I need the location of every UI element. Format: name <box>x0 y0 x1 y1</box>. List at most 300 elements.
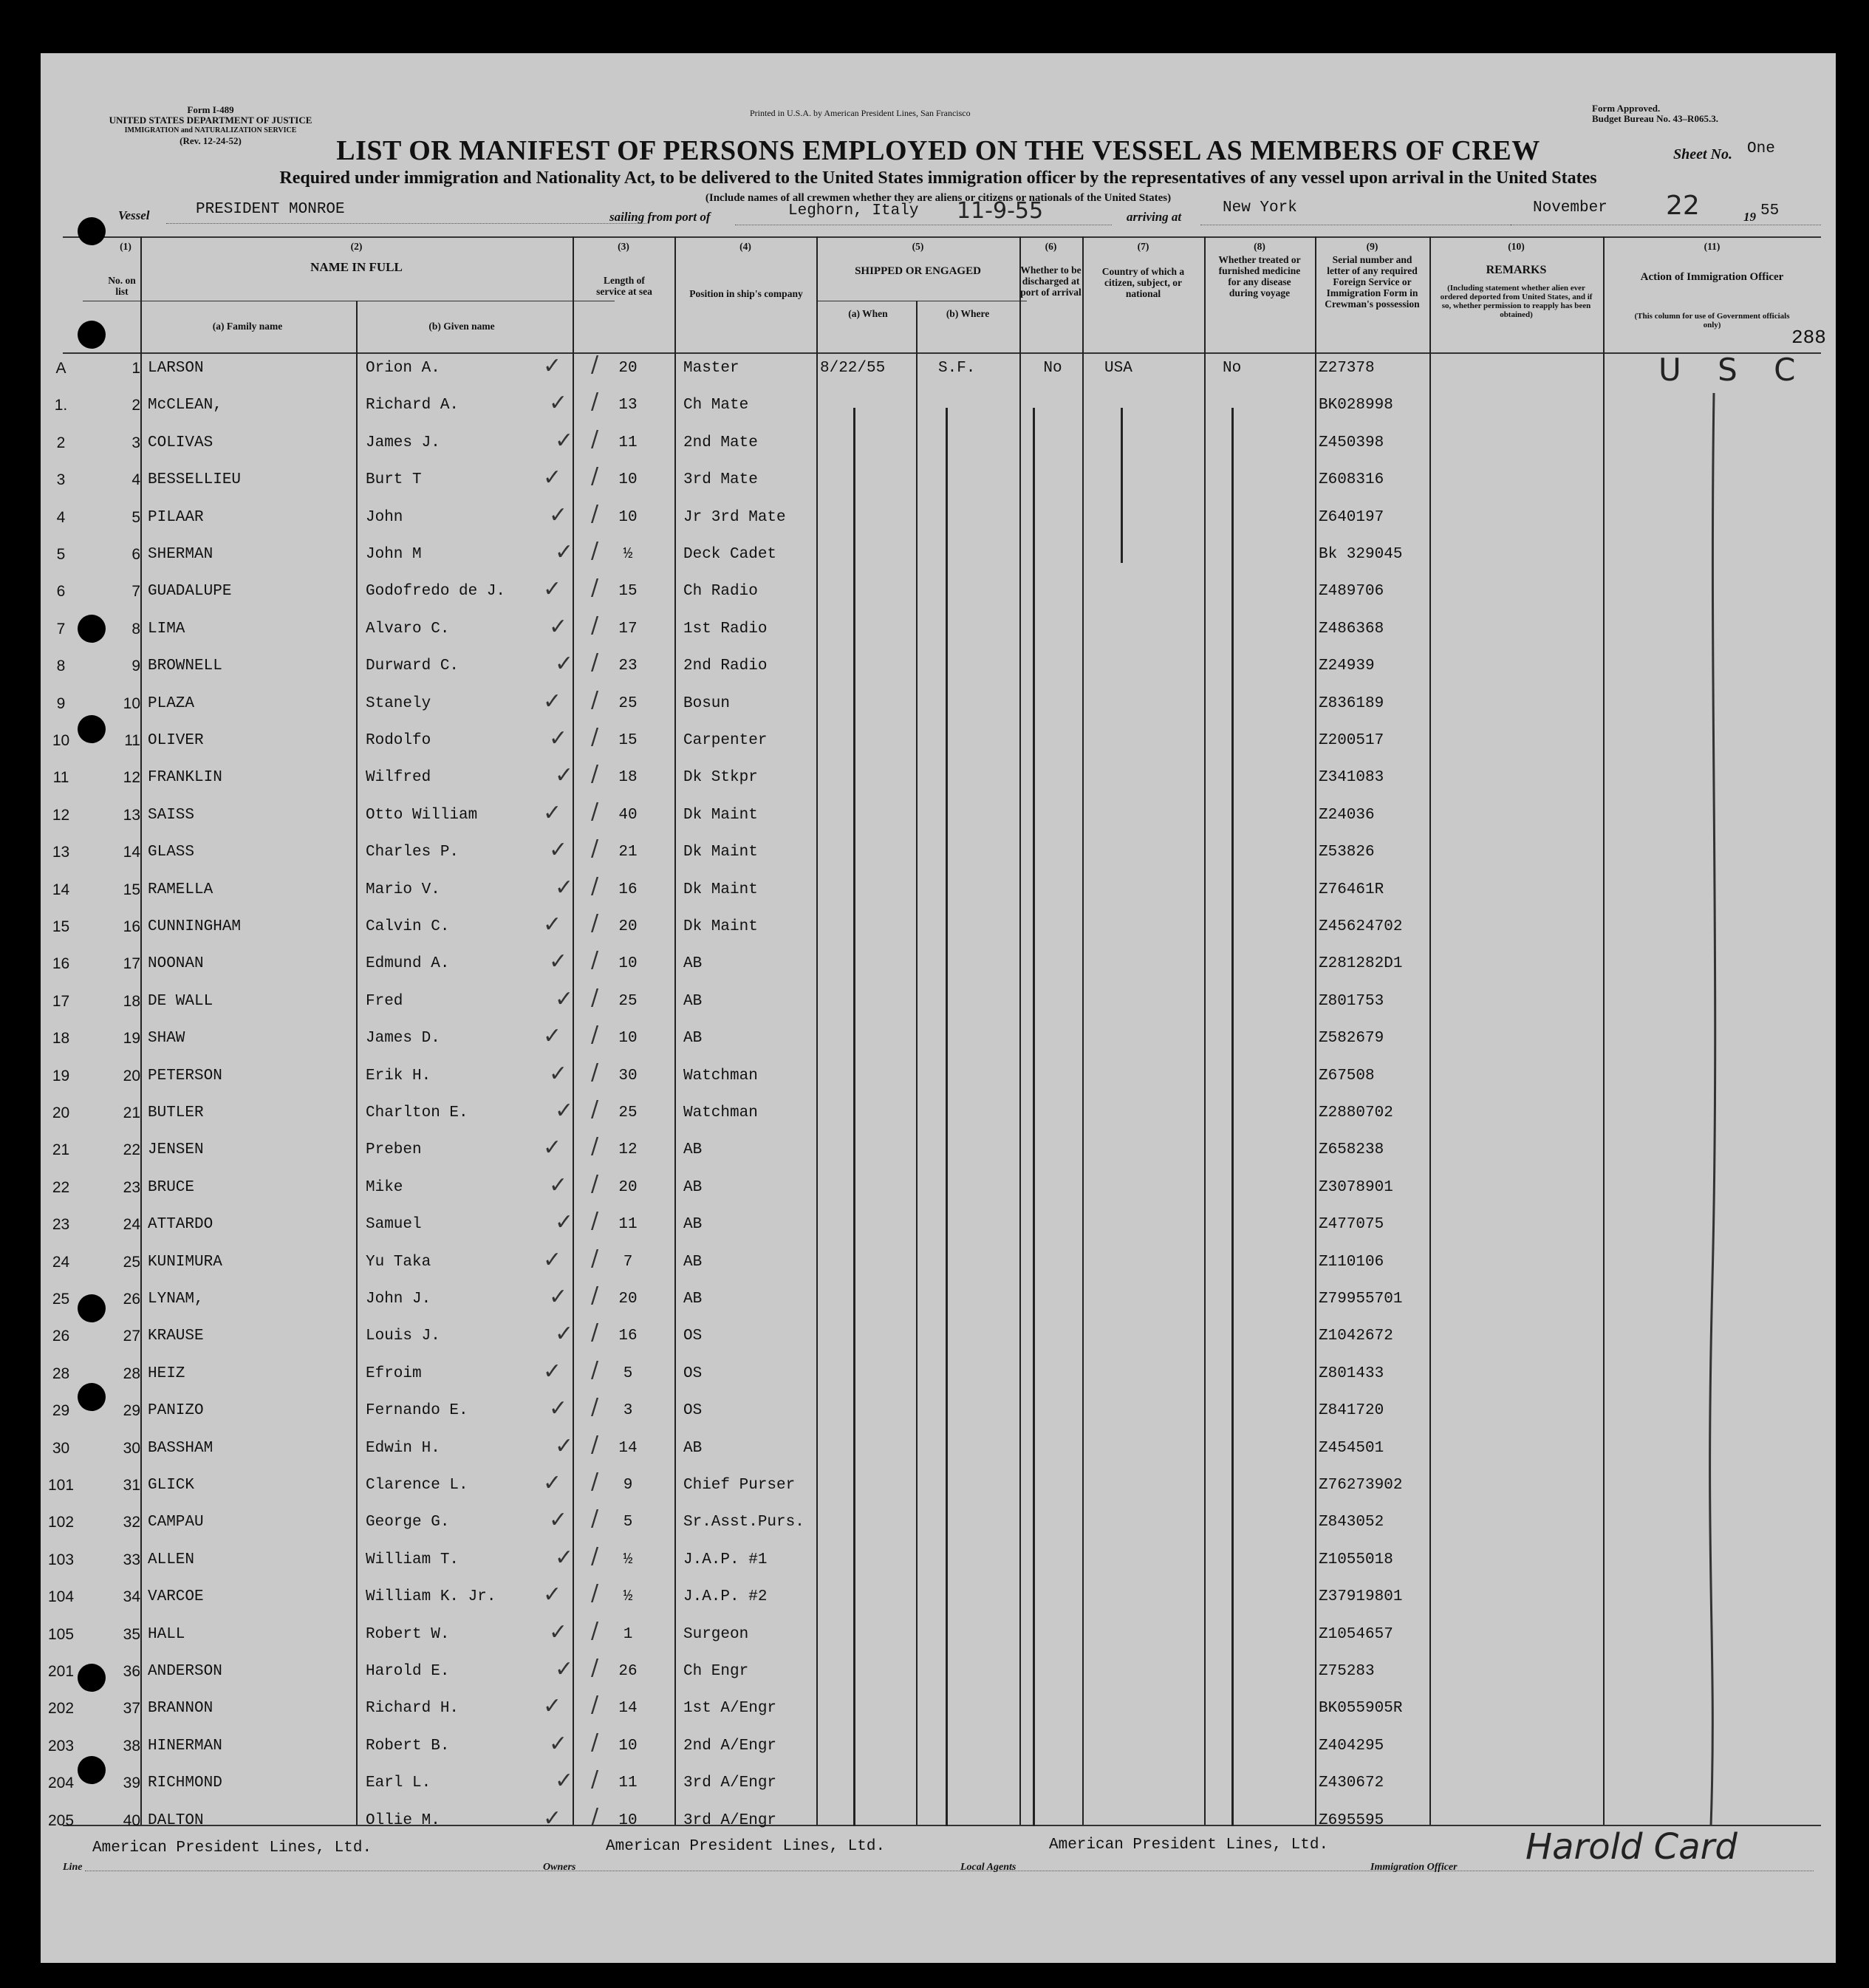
given-name: Durward C. <box>366 657 459 675</box>
family-name: LYNAM, <box>148 1291 204 1308</box>
position: Master <box>683 360 739 377</box>
col-11-number: (11) <box>1704 241 1721 252</box>
discharged: No <box>1043 360 1062 377</box>
check-mark-icon: ✓ <box>555 1209 574 1236</box>
punch-hole <box>78 1664 106 1692</box>
row-number: 7 <box>131 583 140 601</box>
serial-number: Z24939 <box>1319 657 1375 675</box>
row-number: 13 <box>123 806 140 824</box>
service-years: 25 <box>618 1104 638 1121</box>
family-name: PLAZA <box>148 694 195 712</box>
check-mark-icon: ✓ <box>549 613 568 640</box>
row-number: 11 <box>124 732 140 749</box>
table-row <box>41 1469 1836 1510</box>
row-margin-number: 12 <box>52 806 70 824</box>
check-mark-icon: ✓ <box>549 1396 568 1422</box>
row-number: 14 <box>123 844 140 861</box>
service-years: 3 <box>623 1402 633 1420</box>
serial-number: Z454501 <box>1319 1439 1384 1457</box>
footer-owners: American President Lines, Ltd. <box>606 1838 886 1855</box>
stamp-number: 288 <box>1791 327 1826 349</box>
table-row <box>41 872 1836 915</box>
given-name: Godofredo de J. <box>366 583 506 601</box>
service-years: ½ <box>623 1551 633 1568</box>
service-slash-mark: / <box>591 463 599 490</box>
col-2b-header: (b) Given name <box>428 321 495 332</box>
family-name: DALTON <box>148 1811 204 1829</box>
footer-line-label: Line <box>63 1862 83 1873</box>
check-mark-icon: ✓ <box>555 986 574 1012</box>
serial-number: Z67508 <box>1319 1067 1375 1084</box>
service-slash-mark: / <box>591 1319 599 1346</box>
check-mark-icon: ✓ <box>543 576 562 603</box>
serial-number: Z695595 <box>1319 1811 1384 1829</box>
form-approved-text: Form Approved. <box>1592 103 1661 114</box>
service-slash-mark: / <box>591 352 599 378</box>
row-margin-number: 24 <box>52 1253 70 1271</box>
check-mark-icon: ✓ <box>543 1693 562 1720</box>
check-mark-icon: ✓ <box>543 688 562 714</box>
service-years: 14 <box>618 1700 638 1718</box>
row-margin-number: 19 <box>52 1067 70 1084</box>
check-mark-icon: ✓ <box>555 874 574 901</box>
row-number: 36 <box>123 1663 140 1680</box>
service-slash-mark: / <box>591 724 599 750</box>
family-name: OLIVER <box>148 732 204 749</box>
service-years: 15 <box>618 732 638 749</box>
family-name: KRAUSE <box>148 1328 204 1345</box>
row-margin-number: 6 <box>56 583 66 601</box>
col-8-header: Whether treated or furnished medicine for any disease during voyage <box>1218 254 1301 298</box>
col-5b-header: (b) Where <box>946 308 990 319</box>
table-row <box>41 836 1836 877</box>
row-number: 5 <box>131 508 140 526</box>
serial-number: Z281282D1 <box>1319 955 1403 973</box>
given-name: Stanely <box>366 694 431 712</box>
position: 2nd Mate <box>683 434 758 451</box>
year-suffix: 55 <box>1760 202 1780 219</box>
service-years: 10 <box>618 1030 638 1048</box>
service-slash-mark: / <box>591 1766 599 1793</box>
row-margin-number: 3 <box>56 471 66 489</box>
row-number: 29 <box>123 1402 140 1420</box>
sailing-date-handwritten: 11-9-55 <box>957 198 1044 224</box>
serial-number: Z27378 <box>1319 360 1375 377</box>
family-name: PANIZO <box>148 1402 204 1420</box>
check-mark-icon: ✓ <box>555 1432 574 1459</box>
col-5-header: SHIPPED OR ENGAGED <box>855 265 981 277</box>
table-row <box>41 1766 1836 1808</box>
table-row <box>41 761 1836 802</box>
ditto-mark-when <box>853 408 855 1826</box>
row-margin-number: 22 <box>52 1178 70 1196</box>
service-years: 20 <box>618 1178 638 1196</box>
service-slash-mark: / <box>591 1506 599 1532</box>
family-name: DE WALL <box>148 992 213 1010</box>
family-name: BROWNELL <box>148 657 222 675</box>
serial-number: Z1042672 <box>1319 1328 1393 1345</box>
serial-number: Z801433 <box>1319 1364 1384 1382</box>
service-slash-mark: / <box>591 500 599 527</box>
service-years: 5 <box>623 1514 633 1531</box>
row-number: 30 <box>123 1439 140 1457</box>
footer-line: American President Lines, Ltd. <box>92 1840 372 1857</box>
table-row <box>41 500 1836 542</box>
service-slash-mark: / <box>591 984 599 1011</box>
row-margin-number: 18 <box>52 1030 70 1048</box>
officer-signature: Harold Card <box>1525 1826 1738 1868</box>
service-years: 5 <box>623 1364 633 1382</box>
page-subtitle: Required under immigration and Nationality Act, to be delivered to the United States immigration officer by the representatives of any vessel upon arrival in the United States <box>279 168 1597 188</box>
ditto-mark-medicine <box>1231 408 1234 1826</box>
table-row <box>41 1431 1836 1473</box>
table-row <box>41 463 1836 505</box>
position: Bosun <box>683 694 731 712</box>
service-years: 23 <box>618 657 638 675</box>
check-mark-icon: ✓ <box>555 1544 574 1571</box>
given-name: Efroim <box>366 1364 422 1382</box>
row-margin-number: 21 <box>52 1141 70 1159</box>
check-mark-icon: ✓ <box>543 912 562 937</box>
service-years: 10 <box>618 1811 638 1829</box>
row-number: 22 <box>123 1141 140 1159</box>
service-slash-mark: / <box>591 836 599 862</box>
table-row <box>41 1096 1836 1138</box>
position: AB <box>683 955 703 973</box>
given-name: Earl L. <box>366 1774 431 1792</box>
position: Ch Mate <box>683 397 749 414</box>
family-name: HALL <box>148 1625 185 1643</box>
check-mark-icon: ✓ <box>549 949 568 975</box>
row-margin-number: 205 <box>47 1811 75 1829</box>
row-margin-number: 10 <box>52 732 70 749</box>
position: Chief Purser <box>683 1477 796 1494</box>
row-number: 8 <box>131 620 140 638</box>
col-5a-header: (a) When <box>848 308 888 319</box>
row-number: 37 <box>123 1700 140 1718</box>
col-2-number: (2) <box>350 241 363 252</box>
medicine: No <box>1223 360 1242 377</box>
col-10-header: REMARKS <box>1486 264 1547 276</box>
service-years: 10 <box>618 1737 638 1755</box>
row-number: 4 <box>131 471 140 489</box>
table-row <box>41 1208 1836 1249</box>
table-row <box>41 538 1836 579</box>
table-row <box>41 426 1836 468</box>
given-name: Calvin C. <box>366 918 450 935</box>
footer-agents-label: Local Agents <box>960 1862 1016 1873</box>
row-margin-number: 105 <box>47 1625 75 1643</box>
row-number: 16 <box>123 918 140 935</box>
manifest-sheet <box>41 53 1836 1963</box>
position: Watchman <box>683 1104 758 1121</box>
position: J.A.P. #1 <box>683 1551 768 1568</box>
service: IMMIGRATION and NATURALIZATION SERVICE <box>124 126 297 134</box>
position: Deck Cadet <box>683 546 777 563</box>
col-3-header: Length of service at sea <box>596 275 652 297</box>
row-margin-number: 15 <box>52 918 70 935</box>
table-row <box>41 1692 1836 1733</box>
col-8-number: (8) <box>1254 241 1265 252</box>
col-9-header: Serial number and letter of any required Foreign Service or Immigration Form in Crewman's possession <box>1325 254 1420 310</box>
position: AB <box>683 1439 703 1457</box>
serial-number: Z1054657 <box>1319 1625 1393 1643</box>
family-name: GUADALUPE <box>148 583 232 601</box>
row-margin-number: 26 <box>52 1328 70 1345</box>
family-name: ATTARDO <box>148 1216 213 1234</box>
check-mark-icon: ✓ <box>549 1730 568 1757</box>
position: Ch Radio <box>683 583 758 601</box>
check-mark-icon: ✓ <box>555 1656 574 1682</box>
punch-hole <box>78 1756 106 1784</box>
punch-hole <box>78 1294 106 1322</box>
row-number: 19 <box>123 1030 140 1048</box>
serial-number: Z1055018 <box>1319 1551 1393 1568</box>
ditto-mark-where <box>946 408 948 1826</box>
serial-number: Bk 329045 <box>1319 546 1403 563</box>
serial-number: Z24036 <box>1319 806 1375 824</box>
position: Jr 3rd Mate <box>683 508 786 526</box>
service-slash-mark: / <box>591 612 599 638</box>
service-years: 16 <box>618 881 638 898</box>
table-row <box>41 1580 1836 1622</box>
family-name: BRANNON <box>148 1700 213 1718</box>
position: Sr.Asst.Purs. <box>683 1514 804 1531</box>
table-row <box>41 352 1836 393</box>
punch-hole <box>78 715 106 743</box>
service-slash-mark: / <box>591 1655 599 1681</box>
position: AB <box>683 1030 703 1048</box>
check-mark-icon: ✓ <box>549 1060 568 1087</box>
serial-number: Z450398 <box>1319 434 1384 451</box>
serial-number: Z430672 <box>1319 1774 1384 1792</box>
sheet-number: One <box>1747 140 1775 157</box>
row-margin-number: 7 <box>56 620 66 638</box>
service-slash-mark: / <box>591 1022 599 1048</box>
serial-number: Z801753 <box>1319 992 1384 1010</box>
row-number: 1 <box>131 360 140 377</box>
service-slash-mark: / <box>591 1580 599 1607</box>
service-years: 15 <box>618 583 638 601</box>
table-row <box>41 1133 1836 1175</box>
family-name: RAMELLA <box>148 881 213 898</box>
table-row <box>41 649 1836 691</box>
row-number: 26 <box>123 1291 140 1308</box>
col-1-number: (1) <box>120 241 131 252</box>
service-years: 11 <box>618 1216 638 1234</box>
service-years: ½ <box>623 1588 633 1606</box>
check-mark-icon: ✓ <box>555 1098 574 1124</box>
position: J.A.P. #2 <box>683 1588 768 1606</box>
punch-hole <box>78 217 106 245</box>
table-row <box>41 1655 1836 1696</box>
serial-number: Z477075 <box>1319 1216 1384 1234</box>
col-3-number: (3) <box>618 241 629 252</box>
table-row <box>41 686 1836 728</box>
row-margin-number: 13 <box>52 844 70 861</box>
sheet-label: Sheet No. <box>1673 146 1732 163</box>
position: Dk Maint <box>683 844 758 861</box>
row-number: 20 <box>123 1067 140 1084</box>
serial-number: Z836189 <box>1319 694 1384 712</box>
col-2-header: NAME IN FULL <box>310 260 403 274</box>
check-mark-icon: ✓ <box>549 502 568 528</box>
service-years: 40 <box>618 806 638 824</box>
row-number: 15 <box>123 881 140 898</box>
position: 3rd A/Engr <box>683 1774 777 1792</box>
given-name: Edmund A. <box>366 955 450 973</box>
col-5-number: (5) <box>912 241 924 252</box>
service-slash-mark: / <box>591 389 599 415</box>
footer-officer-label: Immigration Officer <box>1370 1862 1458 1873</box>
given-name: James J. <box>366 434 440 451</box>
serial-number: BK055905R <box>1319 1700 1403 1718</box>
table-row <box>41 1729 1836 1771</box>
service-years: 14 <box>618 1439 638 1457</box>
serial-number: Z404295 <box>1319 1737 1384 1755</box>
family-name: LIMA <box>148 620 185 638</box>
day-handwritten: 22 <box>1666 191 1700 221</box>
service-slash-mark: / <box>591 575 599 601</box>
check-mark-icon: ✓ <box>549 1284 568 1310</box>
col-4-header: Position in ship's company <box>689 288 803 299</box>
position: OS <box>683 1402 703 1420</box>
row-number: 9 <box>131 657 140 675</box>
serial-number: Z658238 <box>1319 1141 1384 1159</box>
family-name: CAMPAU <box>148 1514 204 1531</box>
row-margin-number: 201 <box>47 1663 75 1680</box>
position: Dk Maint <box>683 806 758 824</box>
serial-number: Z76461R <box>1319 881 1384 898</box>
row-number: 18 <box>123 992 140 1010</box>
service-years: 20 <box>618 1291 638 1308</box>
position: 3rd A/Engr <box>683 1811 777 1829</box>
position: Watchman <box>683 1067 758 1084</box>
family-name: FRANKLIN <box>148 769 222 787</box>
check-mark-icon: ✓ <box>549 725 568 751</box>
table-row <box>41 575 1836 616</box>
service-slash-mark: / <box>591 910 599 936</box>
check-mark-icon: ✓ <box>543 1135 562 1161</box>
service-slash-mark: / <box>591 1096 599 1122</box>
service-slash-mark: / <box>591 649 599 676</box>
service-years: 13 <box>618 397 638 414</box>
given-name: Charles P. <box>366 844 459 861</box>
row-margin-number: 23 <box>52 1216 70 1234</box>
service-slash-mark: / <box>591 1617 599 1644</box>
row-margin-number: 25 <box>52 1291 70 1308</box>
table-row <box>41 1394 1836 1435</box>
position: AB <box>683 992 703 1010</box>
given-name: Fred <box>366 992 403 1010</box>
col-6-number: (6) <box>1045 241 1057 252</box>
row-margin-number: 8 <box>56 657 66 675</box>
row-number: 28 <box>123 1364 140 1382</box>
given-name: Rodolfo <box>366 732 431 749</box>
service-slash-mark: / <box>591 426 599 452</box>
table-row <box>41 910 1836 952</box>
service-years: 26 <box>618 1663 638 1680</box>
row-number: 34 <box>123 1588 140 1606</box>
printed-note: Printed in U.S.A. by American President Lines, San Francisco <box>750 108 971 118</box>
given-name: Robert W. <box>366 1625 450 1643</box>
row-margin-number: 104 <box>47 1588 75 1606</box>
family-name: SHAW <box>148 1030 185 1048</box>
sailing-label: sailing from port of <box>609 210 711 224</box>
position: Surgeon <box>683 1625 749 1643</box>
family-name: CUNNINGHAM <box>148 918 242 935</box>
service-years: ½ <box>623 546 633 563</box>
given-name: Wilfred <box>366 769 431 787</box>
service-slash-mark: / <box>591 1133 599 1160</box>
position: Dk Maint <box>683 918 758 935</box>
family-name: RICHMOND <box>148 1774 222 1792</box>
family-name: JENSEN <box>148 1141 204 1159</box>
family-name: McCLEAN, <box>148 397 222 414</box>
table-row <box>41 1170 1836 1212</box>
service-slash-mark: / <box>591 1729 599 1755</box>
position: 1st A/Engr <box>683 1700 777 1718</box>
country: USA <box>1104 360 1132 377</box>
form-number: Form I-489 <box>187 104 234 115</box>
row-number: 3 <box>131 434 140 451</box>
department: UNITED STATES DEPARTMENT OF JUSTICE <box>109 115 312 126</box>
row-margin-number: 2 <box>56 434 66 451</box>
ditto-mark-discharged <box>1033 408 1035 1826</box>
include-note: (Include names of all crewmen whether they are aliens or citizens or nationals of the United States) <box>705 192 1172 204</box>
service-years: 10 <box>618 508 638 526</box>
service-slash-mark: / <box>591 1394 599 1421</box>
table-row <box>41 1059 1836 1101</box>
vessel-name: PRESIDENT MONROE <box>196 201 345 218</box>
position: AB <box>683 1141 703 1159</box>
given-name: George G. <box>366 1514 450 1531</box>
punch-hole <box>78 1383 106 1411</box>
family-name: SAISS <box>148 806 195 824</box>
serial-number: Z608316 <box>1319 471 1384 489</box>
given-name: Burt T <box>366 471 422 489</box>
row-margin-number: 17 <box>52 992 70 1010</box>
table-row <box>41 984 1836 1026</box>
ditto-mark-country <box>1121 408 1123 563</box>
service-years: 18 <box>618 769 638 787</box>
service-years: 17 <box>618 620 638 638</box>
position: OS <box>683 1364 703 1382</box>
given-name: Clarence L. <box>366 1477 468 1494</box>
check-mark-icon: ✓ <box>549 1172 568 1198</box>
check-mark-icon: ✓ <box>555 762 574 789</box>
footer-owners-label: Owners <box>543 1862 576 1873</box>
service-slash-mark: / <box>591 947 599 974</box>
shipped-where: S.F. <box>938 360 976 377</box>
table-row <box>41 724 1836 765</box>
row-margin-number: 202 <box>47 1700 75 1718</box>
serial-number: Z76273902 <box>1319 1477 1403 1494</box>
position: Carpenter <box>683 732 768 749</box>
col-1-header: No. on list <box>108 275 136 297</box>
position: AB <box>683 1253 703 1271</box>
table-row <box>41 1506 1836 1547</box>
table-row <box>41 612 1836 654</box>
table-row <box>41 1617 1836 1659</box>
table-row <box>41 1356 1836 1398</box>
given-name: Edwin H. <box>366 1439 440 1457</box>
service-slash-mark: / <box>591 1245 599 1271</box>
row-margin-number: 103 <box>47 1551 75 1568</box>
check-mark-icon: ✓ <box>543 465 562 491</box>
check-mark-icon: ✓ <box>555 1768 574 1794</box>
given-name: John M <box>366 546 422 563</box>
